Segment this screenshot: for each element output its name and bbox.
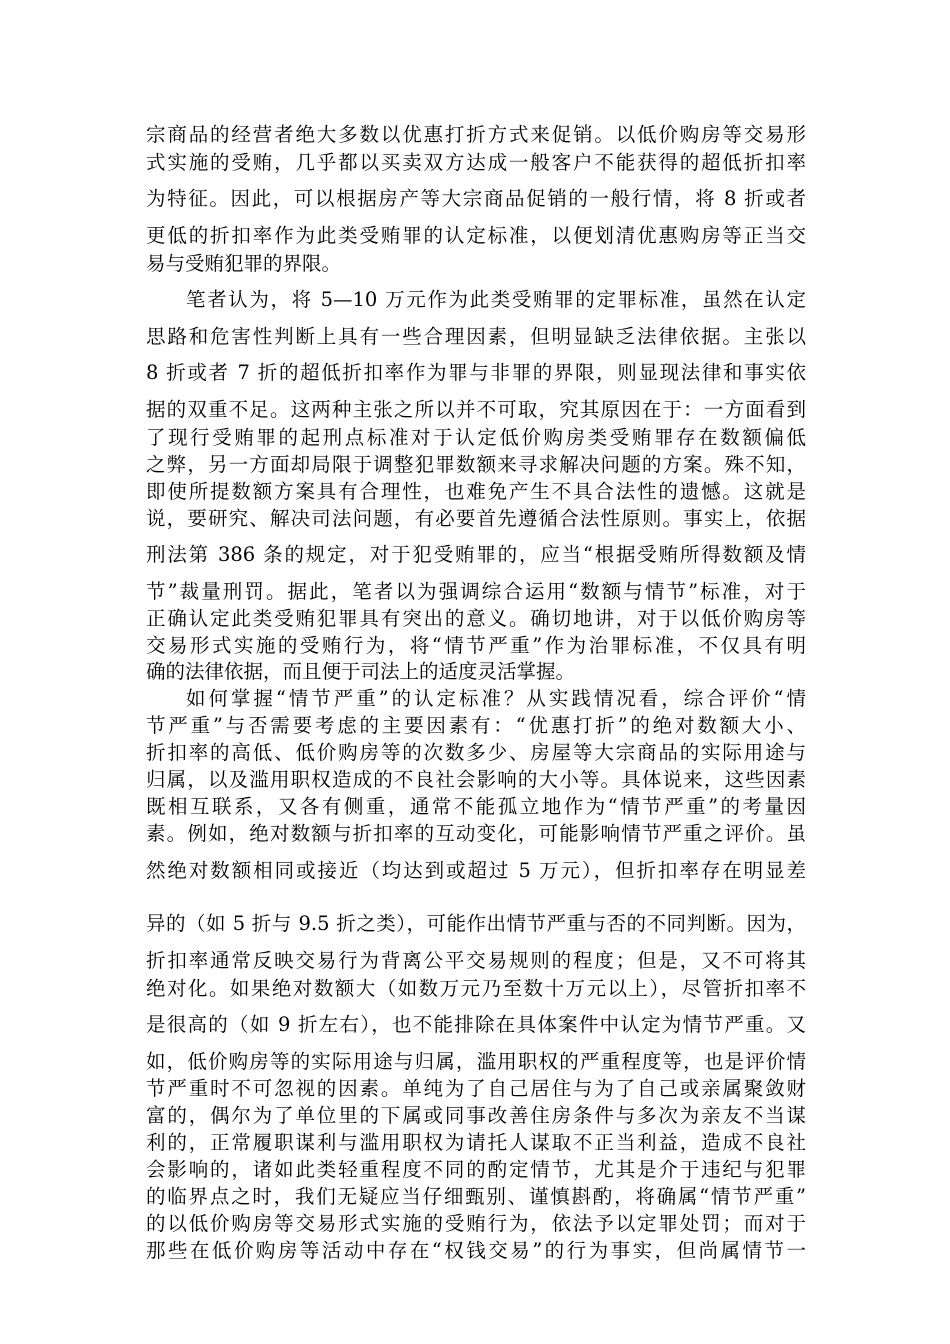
text-line: 式实施的受贿，几乎都以买卖双方达成一般客户不能获得的超低折扣率 — [146, 151, 806, 174]
text-line: 如，低价购房等的实际用途与归属，滥用职权的严重程度等，也是评价情 — [146, 1050, 806, 1073]
text-line: 素。例如，绝对数额与折扣率的互动变化，可能影响情节严重之评价。虽 — [146, 822, 806, 845]
text-line: 利的，正常履职谋利与滥用职权为请托人谋取不正当利益，造成不良社 — [146, 1131, 806, 1154]
text-line: 是很高的（如 9 折左右），也不能排除在具体案件中认定为情节严重。又 — [146, 1013, 806, 1036]
text-line: 为特征。因此，可以根据房产等大宗商品促销的一般行情，将 8 折或者 — [146, 187, 806, 210]
text-line: 即使所提数额方案具有合理性，也难免产生不具合法性的遗憾。这就是 — [146, 480, 806, 503]
text-line: 异的（如 5 折与 9.5 折之类），可能作出情节严重与否的不同判断。因为， — [146, 912, 806, 935]
text-line: 节”裁量刑罚。据此，笔者以为强调综合运用“数额与情节”标准，对于 — [146, 580, 806, 603]
text-line: 交易形式实施的受贿行为，将“情节严重”作为治罪标准，不仅具有明 — [146, 634, 806, 657]
text-line: 节严重时不可忽视的因素。单纯为了自己居住与为了自己或亲属聚敛财 — [146, 1077, 806, 1100]
text-line: 笔者认为，将 5—10 万元作为此类受贿罪的定罪标准，虽然在认定 — [186, 288, 806, 311]
text-line: 折扣率的高低、低价购房等的次数多少、房屋等大宗商品的实际用途与 — [146, 741, 806, 764]
text-line: 既相互联系，又各有侧重，通常不能孤立地作为“情节严重”的考量因 — [146, 795, 806, 818]
text-line: 会影响的，诸如此类轻重程度不同的酌定情节，尤其是介于违纪与犯罪 — [146, 1158, 806, 1181]
text-line: 的临界点之时，我们无疑应当仔细甄别、谨慎斟酌，将确属“情节严重” — [146, 1185, 806, 1208]
text-line: 8 折或者 7 折的超低折扣率作为罪与非罪的界限，则显现法律和事实依 — [146, 361, 806, 384]
text-line: 如何掌握“情节严重”的认定标准？从实践情况看，综合评价“情 — [186, 687, 806, 710]
text-line: 说，要研究、解决司法问题，有必要首先遵循合法性原则。事实上，依据 — [146, 507, 806, 530]
text-line: 思路和危害性判断上具有一些合理因素，但明显缺乏法律依据。主张以 — [146, 325, 806, 348]
text-line: 然绝对数额相同或接近（均达到或超过 5 万元），但折扣率存在明显差 — [146, 859, 806, 882]
text-line: 据的双重不足。这两种主张之所以并不可取，究其原因在于：一方面看到 — [146, 398, 806, 421]
text-line: 正确认定此类受贿犯罪具有突出的意义。确切地讲，对于以低价购房等 — [146, 607, 806, 630]
text-line: 那些在低价购房等活动中存在“权钱交易”的行为事实，但尚属情节一 — [146, 1239, 806, 1262]
text-line: 易与受贿犯罪的界限。 — [146, 252, 342, 275]
text-line: 节严重”与否需要考虑的主要因素有：“优惠打折”的绝对数额大小、 — [146, 714, 806, 737]
text-line: 归属，以及滥用职权造成的不良社会影响的大小等。具体说来，这些因素 — [146, 768, 806, 791]
text-line: 刑法第 386 条的规定，对于犯受贿罪的，应当“根据受贿所得数额及情 — [146, 543, 806, 566]
text-line: 更低的折扣率作为此类受贿罪的认定标准，以便划清优惠购房等正当交 — [146, 224, 806, 247]
text-line: 富的，偶尔为了单位里的下属或同事改善住房条件与多次为亲友不当谋 — [146, 1104, 806, 1127]
text-line: 确的法律依据，而且便于司法上的适度灵活掌握。 — [146, 660, 576, 683]
text-line: 折扣率通常反映交易行为背离公平交易规则的程度；但是，又不可将其 — [146, 949, 806, 972]
text-line: 之弊，另一方面却局限于调整犯罪数额来寻求解决问题的方案。殊不知， — [146, 453, 806, 476]
text-line: 的以低价购房等交易形式实施的受贿行为，依法予以定罪处罚；而对于 — [146, 1212, 806, 1235]
text-line: 绝对化。如果绝对数额大（如数万元乃至数十万元以上），尽管折扣率不 — [146, 977, 806, 1000]
text-line: 了现行受贿罪的起刑点标准对于认定低价购房类受贿罪存在数额偏低 — [146, 426, 806, 449]
text-line: 宗商品的经营者绝大多数以优惠打折方式来促销。以低价购房等交易形 — [146, 123, 806, 146]
